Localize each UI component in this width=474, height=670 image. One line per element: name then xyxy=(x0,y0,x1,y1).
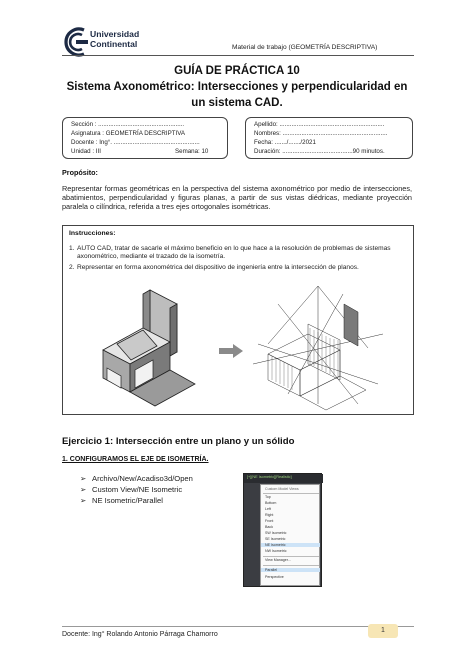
menu-item-view-manager[interactable]: View Manager... xyxy=(265,558,291,562)
menu-item-front[interactable]: Front xyxy=(265,519,274,523)
arrow-right-icon xyxy=(219,344,243,358)
step-title: 1. CONFIGURAMOS EL EJE DE ISOMETRÍA. xyxy=(62,456,209,463)
page-number: 1 xyxy=(368,624,398,638)
instructions-box xyxy=(62,225,414,415)
header-divider xyxy=(62,55,414,56)
week-field: Semana: 10 xyxy=(175,148,209,155)
header-material-label: Material de trabajo (GEOMETRÍA DESCRIPTIVA) xyxy=(232,44,378,51)
bullet-item: ➢ NE Isometric/Parallel xyxy=(80,496,163,505)
bullet-item: ➢ Archivo/New/Acadiso3d/Open xyxy=(80,474,193,483)
menu-item-right[interactable]: Right xyxy=(265,513,274,517)
arrow-bullet-icon: ➢ xyxy=(80,496,87,505)
section-field: Sección : .................................................. xyxy=(71,121,185,128)
surname-field: Apellido: ............................................................. xyxy=(254,121,385,128)
duration-field: Duración: .........................................90 minutos. xyxy=(254,148,385,155)
teacher-field: Docente : Ing°. .................................................. xyxy=(71,139,200,146)
viewport-label: [+][NE Isometric][Realistic] xyxy=(247,475,292,479)
menu-item-back[interactable]: Back xyxy=(265,525,273,529)
view-menu xyxy=(260,484,320,586)
unit-field: Unidad : III xyxy=(71,148,101,155)
purpose-text: Representar formas geométricas en la perspectiva del sistema axonométrico por medio de intersecciones, abatimientos, perpendicularidad y figuras planas, a partir de sus vistas diédricas, mediante proyección paralela o cilíndrica, referida a tres ejes ortogonales isométricas. xyxy=(62,184,412,212)
guide-title: GUÍA DE PRÁCTICA 10 xyxy=(174,65,300,77)
menu-item-perspective[interactable]: Perspective xyxy=(265,575,284,579)
menu-item-se-isometric[interactable]: SE Isometric xyxy=(265,537,286,541)
subject-field: Asignatura : GEOMETRÍA DESCRIPTIVA xyxy=(71,130,186,137)
menu-header: Custom Model Views xyxy=(265,487,299,491)
footer-teacher: Docente: Ing° Rolando Antonio Párraga Chamorro xyxy=(62,631,218,638)
menu-item-bottom[interactable]: Bottom xyxy=(265,501,277,505)
menu-item-ne-isometric[interactable]: NE Isometric xyxy=(261,543,320,547)
student-info-box xyxy=(245,117,413,159)
instruction-item: 1. AUTO CAD, tratar de sacarle el máximo beneficio en lo que hace a la resolución de problemas de sistemas axonométrico, mediante el trazado de la isometría. xyxy=(69,245,391,261)
guide-subtitle-line2: un sistema CAD. xyxy=(191,97,283,109)
names-field: Nombres: ............................................................. xyxy=(254,130,388,137)
cad-view-menu-screenshot xyxy=(243,473,322,587)
course-info-box xyxy=(62,117,228,159)
bullet-item: ➢ Custom View/NE Isometric xyxy=(80,485,183,494)
menu-item-nw-isometric[interactable]: NW Isometric xyxy=(265,549,287,553)
menu-item-parallel[interactable]: Parallel xyxy=(261,568,320,572)
purpose-label: Propósito: xyxy=(62,168,98,177)
construction-drawing-figure xyxy=(248,284,388,412)
arrow-bullet-icon: ➢ xyxy=(80,474,87,483)
guide-subtitle-line1: Sistema Axonométrico: Intersecciones y perpendicularidad en xyxy=(66,81,408,93)
exercise-title: Ejercicio 1: Intersección entre un plano y un sólido xyxy=(62,436,295,447)
logo-text: Universidad Continental xyxy=(90,29,140,49)
arrow-bullet-icon: ➢ xyxy=(80,485,87,494)
menu-item-sw-isometric[interactable]: SW Isometric xyxy=(265,531,287,535)
menu-item-left[interactable]: Left xyxy=(265,507,271,511)
instructions-label: Instrucciones: xyxy=(69,230,116,237)
isometric-solid-figure xyxy=(95,288,205,410)
footer-divider xyxy=(62,626,414,627)
instruction-item: 2. Representar en forma axonométrica del dispositivo de ingeniería entre la intersección de planos. xyxy=(69,264,359,271)
menu-item-top[interactable]: Top xyxy=(265,495,271,499)
date-field: Fecha: ......./......./2021 xyxy=(254,139,316,146)
